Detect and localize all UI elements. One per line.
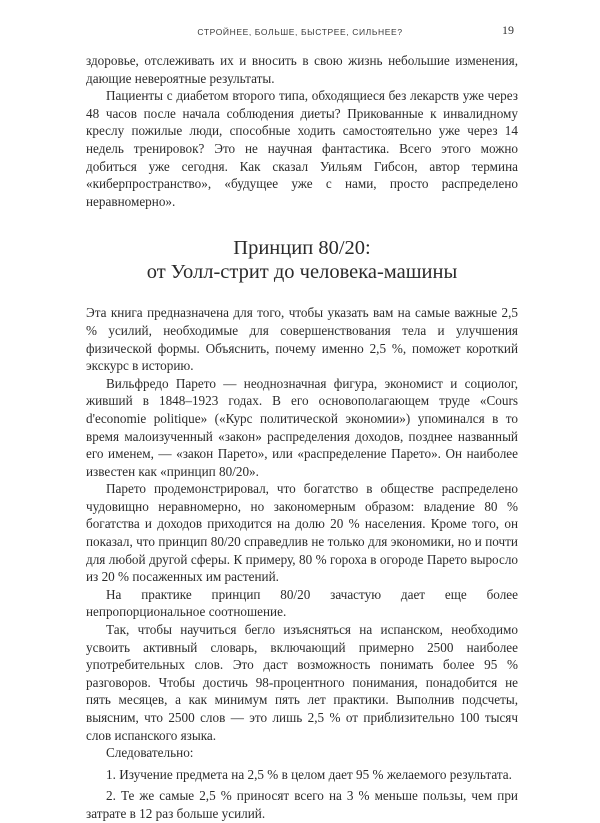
list-item: 2. Те же самые 2,5 % приносят всего на 3 % меньше пользы, чем при затрате в 12 раз больше усилий. [86, 788, 518, 821]
paragraph: Парето продемонстрировал, что богатство в обществе распределено чудовищно неравномерно, но закономерным образом: владение 80 % богатства и доходов приходится на долю 20 % населения. Кроме того, он показал, что принцип 80/20 справедлив не только для экономики, но и почти для любой другой сферы. К примеру, 80 % гороха в огороде Парето выросло из 20 % посаженных им растений. [86, 481, 518, 585]
paragraph: Пациенты с диабетом второго типа, обходящиеся без лекарств уже через 48 часов после начала соблюдения диеты? Прикованные к инвалидному креслу пожилые люди, способные ходить самостоятельно уже через 14 недель тренировок? Это не научная фантастика. Всего этого можно добиться уже сегодня. Как сказал Уильям Гибсон, автор термина «киберпространство», «будущее уже с нами, просто распределено неравномерно». [86, 88, 518, 209]
paragraph: Вильфредо Парето — неоднозначная фигура, экономист и социолог, живший в 1848–1923 годах. В его основополагающем труде «Cours d'economie politique» («Курс политической экономии») упоминался в то время малоизученный «закон» распределения доходов, позднее названный его именем, — «закон Парето», или «распределение Парето». Он наиболее известен как «принцип 80/20». [86, 375, 518, 479]
section-heading [86, 236, 518, 284]
paragraph: Следовательно: [106, 745, 194, 761]
paragraph: На практике принцип 80/20 зачастую дает еще более непропорциональное соотношение. [86, 586, 518, 620]
section-heading-line: Принцип 80/20: [233, 237, 371, 260]
running-title: СТРОЙНЕЕ, БОЛЬШЕ, БЫСТРЕЕ, СИЛЬНЕЕ? [197, 27, 403, 37]
paragraph: Эта книга предназначена для того, чтобы указать вам на самые важные 2,5 % усилий, необходимые для совершенствования тела и улучшения физической формы. Объяснить, почему именно 2,5 %, поможет короткий экскурс в историю. [86, 305, 518, 374]
page-number: 19 [502, 23, 514, 37]
list-item: 1. Изучение предмета на 2,5 % в целом дает 95 % желаемого результата. [106, 766, 512, 782]
paragraph: Так, чтобы научиться бегло изъясняться на испанском, необходимо усвоить активный словарь, включающий примерно 2500 наиболее употребительных слов. Это даст возможность понимать более 95 % разговоров. Чтобы достичь 98-процентного понимания, понадобится не пять месяцев, а как минимум пять лет практики. Выполнив подсчеты, выясним, что 2500 слов — это лишь 2,5 % от приблизительно 100 тысяч слов испанского языка. [86, 622, 518, 743]
page-header [86, 20, 514, 50]
page-body [86, 52, 518, 823]
section-heading-line: от Уолл-стрит до человека-машины [146, 261, 458, 284]
paragraph: здоровье, отслеживать их и вносить в свою жизнь небольшие изменения, дающие невероятные результаты. [86, 53, 518, 86]
